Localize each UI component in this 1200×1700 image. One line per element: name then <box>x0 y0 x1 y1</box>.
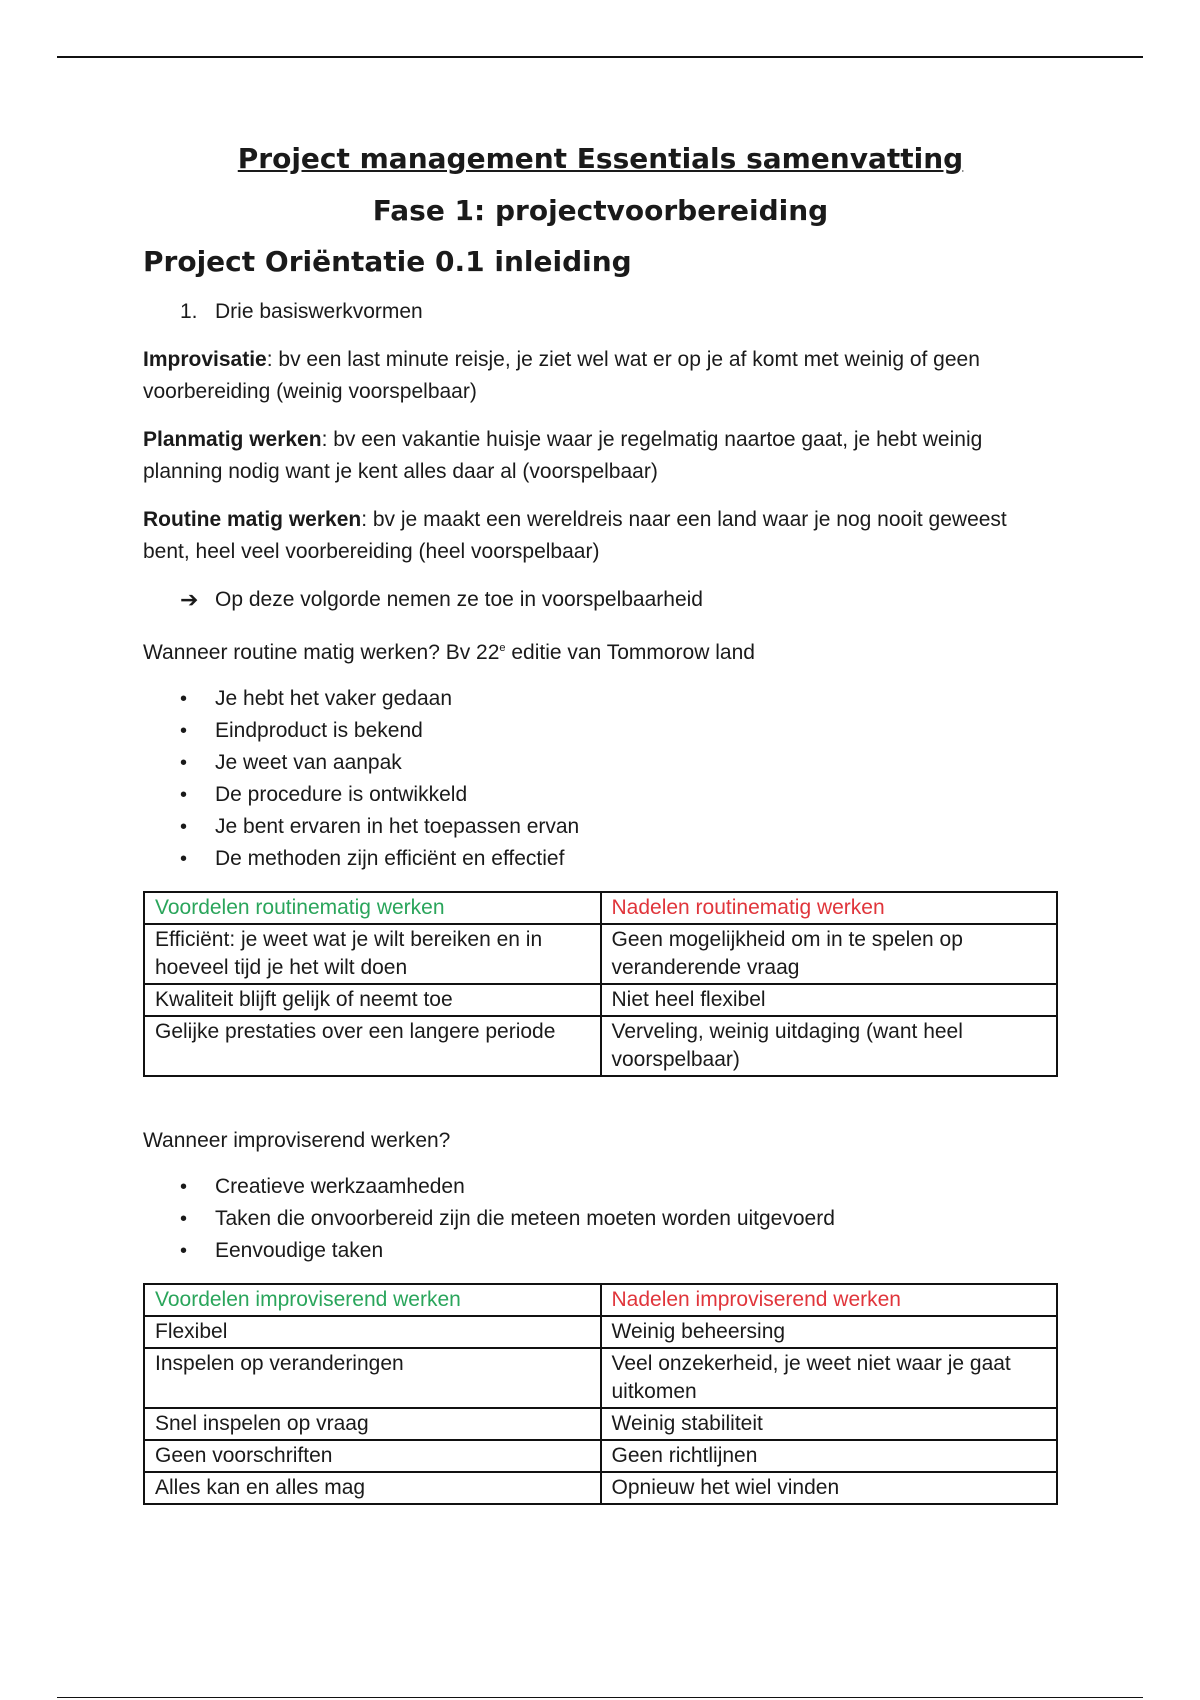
list-item-text: Drie basiswerkvormen <box>215 300 423 323</box>
table-cell-con: Veel onzekerheid, je weet niet waar je gaat uitkomen <box>601 1348 1058 1408</box>
bullet-text: Je hebt het vaker gedaan <box>215 687 453 710</box>
list-item <box>180 683 1058 715</box>
bullet-text: Eindproduct is bekend <box>215 719 423 742</box>
table-row <box>144 1348 1057 1408</box>
table-row <box>144 1408 1057 1440</box>
bullet-icon: • <box>180 720 188 742</box>
table-row <box>144 1016 1057 1076</box>
routine-bullet-list <box>143 683 1058 875</box>
bullet-icon: • <box>180 688 188 710</box>
table-row <box>144 1440 1057 1472</box>
improv-comparison-table <box>143 1283 1058 1505</box>
list-item <box>180 715 1058 747</box>
top-rule <box>57 56 1143 58</box>
table-header-row <box>144 1284 1057 1316</box>
table-row <box>144 1472 1057 1504</box>
table-cell-con: Niet heel flexibel <box>601 984 1058 1016</box>
phase-subtitle: Fase 1: projectvoorbereiding <box>372 194 829 227</box>
table-cell-pro: Geen voorschriften <box>144 1440 601 1472</box>
bullet-icon: • <box>180 1240 188 1262</box>
document-body <box>143 140 1058 1505</box>
table-row <box>144 1316 1057 1348</box>
table-header-cons: Nadelen improviserend werken <box>601 1284 1058 1316</box>
bottom-rule <box>57 1697 1143 1698</box>
arrow-note-text: Op deze volgorde nemen ze toe in voorspelbaarheid <box>215 588 703 611</box>
list-item <box>180 779 1058 811</box>
table-cell-con: Geen mogelijkheid om in te spelen op veranderende vraag <box>601 924 1058 984</box>
table-header-cons: Nadelen routinematig werken <box>601 892 1058 924</box>
bullet-text: Je weet van aanpak <box>215 751 402 774</box>
improv-question: Wanneer improviserend werken? <box>143 1129 451 1152</box>
list-item <box>180 843 1058 875</box>
table-header-pros: Voordelen routinematig werken <box>144 892 601 924</box>
bullet-icon: • <box>180 1208 188 1230</box>
definition-term: Routine matig werken <box>143 508 362 531</box>
ordered-list-item <box>180 296 1058 328</box>
definition-text: : bv een vakantie huisje waar je regelmatig naartoe gaat, je hebt weinig planning nodig want je kent alles daar al (voorspelbaar) <box>143 428 983 483</box>
list-number: 1. <box>180 300 198 323</box>
list-item <box>180 1203 1058 1235</box>
document-title: Project management Essentials samenvatting <box>237 142 964 175</box>
list-item <box>180 747 1058 779</box>
table-cell-pro: Kwaliteit blijft gelijk of neemt toe <box>144 984 601 1016</box>
table-cell-pro: Alles kan en alles mag <box>144 1472 601 1504</box>
arrow-note <box>180 584 1058 616</box>
bullet-icon: • <box>180 752 188 774</box>
question-text: Wanneer routine matig werken? Bv 22 <box>143 641 500 664</box>
definition-text: : bv je maakt een wereldreis naar een land waar je nog nooit geweest bent, heel veel voorbereiding (heel voorspelbaar) <box>143 508 1007 563</box>
list-item <box>180 811 1058 843</box>
list-item <box>180 1171 1058 1203</box>
bullet-text: De procedure is ontwikkeld <box>215 783 468 806</box>
section-heading: Project Oriëntatie 0.1 inleiding <box>143 245 632 278</box>
bullet-icon: • <box>180 1176 188 1198</box>
table-cell-con: Geen richtlijnen <box>601 1440 1058 1472</box>
table-cell-con: Weinig stabiliteit <box>601 1408 1058 1440</box>
list-item <box>180 1235 1058 1267</box>
bullet-text: Creatieve werkzaamheden <box>215 1175 465 1198</box>
bullet-text: Taken die onvoorbereid zijn die meteen moeten worden uitgevoerd <box>215 1207 835 1230</box>
ordinal-suffix: e <box>499 642 506 654</box>
definition-text: : bv een last minute reisje, je ziet wel wat er op je af komt met weinig of geen voorbereiding (weinig voorspelbaar) <box>143 348 980 403</box>
bullet-icon: • <box>180 848 188 870</box>
definition-term: Improvisatie <box>143 348 267 371</box>
table-header-pros: Voordelen improviserend werken <box>144 1284 601 1316</box>
table-cell-con: Opnieuw het wiel vinden <box>601 1472 1058 1504</box>
table-header-row <box>144 892 1057 924</box>
bullet-text: De methoden zijn efficiënt en effectief <box>215 847 565 870</box>
bullet-icon: • <box>180 784 188 806</box>
table-row <box>144 924 1057 984</box>
definition-planmatig <box>143 424 1058 488</box>
table-row <box>144 984 1057 1016</box>
definition-improvisatie <box>143 344 1058 408</box>
table-cell-pro: Gelijke prestaties over een langere periode <box>144 1016 601 1076</box>
table-cell-pro: Inspelen op veranderingen <box>144 1348 601 1408</box>
definition-routine <box>143 504 1058 568</box>
improv-bullet-list <box>143 1171 1058 1267</box>
question-text-end: editie van Tommorow land <box>505 641 755 664</box>
table-cell-pro: Efficiënt: je weet wat je wilt bereiken en in hoeveel tijd je het wilt doen <box>144 924 601 984</box>
routine-question <box>143 632 1058 669</box>
definition-term: Planmatig werken <box>143 428 322 451</box>
bullet-text: Je bent ervaren in het toepassen ervan <box>215 815 580 838</box>
arrow-right-icon: ➔ <box>180 587 199 612</box>
table-cell-pro: Flexibel <box>144 1316 601 1348</box>
bullet-icon: • <box>180 816 188 838</box>
routine-comparison-table <box>143 891 1058 1077</box>
table-cell-pro: Snel inspelen op vraag <box>144 1408 601 1440</box>
table-cell-con: Weinig beheersing <box>601 1316 1058 1348</box>
table-cell-con: Verveling, weinig uitdaging (want heel voorspelbaar) <box>601 1016 1058 1076</box>
bullet-text: Eenvoudige taken <box>215 1239 384 1262</box>
